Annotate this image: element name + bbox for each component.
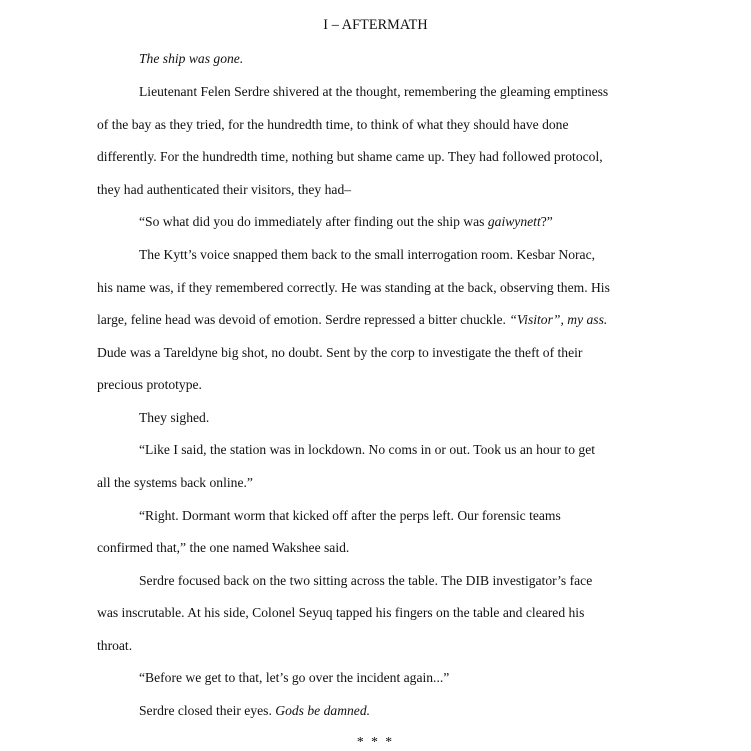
text-span: throat. xyxy=(97,638,133,653)
text-line xyxy=(139,50,243,68)
text-span: “So what did you do immediately after finding out the ship was xyxy=(139,214,488,229)
text-line xyxy=(97,539,349,557)
text-line xyxy=(97,474,253,492)
text-line xyxy=(97,604,584,622)
text-line xyxy=(97,148,603,166)
text-line xyxy=(139,246,595,264)
text-span: The Kytt’s voice snapped them back to the small interrogation room. Kesbar Norac, xyxy=(139,247,596,262)
text-line xyxy=(139,669,449,687)
text-span: The ship was gone. xyxy=(139,51,244,66)
text-line xyxy=(139,409,209,427)
text-span: ?” xyxy=(540,214,553,229)
text-line xyxy=(97,311,607,329)
text-span: Gods be damned. xyxy=(275,703,371,718)
text-span: “Like I said, the station was in lockdown. No coms in or out. Took us an hour to get xyxy=(139,442,596,457)
text-span: of the bay as they tried, for the hundredth time, to think of what they should have done xyxy=(97,117,569,132)
text-line xyxy=(139,702,370,720)
text-span: “Visitor”, my ass. xyxy=(509,312,608,327)
scene-break: * * * xyxy=(356,734,395,749)
text-line xyxy=(139,572,592,590)
text-span: “Before we get to that, let’s go over the incident again...” xyxy=(139,670,450,685)
text-span: large, feline head was devoid of emotion. Serdre repressed a bitter chuckle. xyxy=(97,312,510,327)
text-line xyxy=(139,507,561,525)
text-span: Dude was a Tareldyne big shot, no doubt. Sent by the corp to investigate the theft of their xyxy=(97,345,583,360)
text-line xyxy=(97,279,610,297)
text-line xyxy=(139,213,553,231)
text-span: was inscrutable. At his side, Colonel Seyuq tapped his fingers on the table and cleared his xyxy=(97,605,585,620)
text-line xyxy=(139,83,608,101)
text-span: confirmed that,” the one named Wakshee said. xyxy=(97,540,350,555)
text-line xyxy=(97,376,202,394)
text-span: They sighed. xyxy=(139,410,210,425)
text-span: differently. For the hundredth time, nothing but shame came up. They had followed protocol, xyxy=(97,149,603,164)
text-line xyxy=(97,637,132,655)
text-span: his name was, if they remembered correctly. He was standing at the back, observing them. His xyxy=(97,280,610,295)
text-span: Serdre focused back on the two sitting across the table. The DIB investigator’s face xyxy=(139,573,593,588)
text-line xyxy=(97,344,582,362)
text-span: they had authenticated their visitors, they had– xyxy=(97,182,352,197)
chapter-title: I – AFTERMATH xyxy=(323,17,428,33)
text-span: Serdre closed their eyes. xyxy=(139,703,276,718)
text-line xyxy=(139,441,595,459)
text-span: all the systems back online.” xyxy=(97,475,253,490)
text-line xyxy=(97,116,569,134)
text-span: “Right. Dormant worm that kicked off after the perps left. Our forensic teams xyxy=(139,508,561,523)
text-span: precious prototype. xyxy=(97,377,202,392)
text-span: gaiwynett xyxy=(487,214,541,229)
text-span: Lieutenant Felen Serdre shivered at the thought, remembering the gleaming emptiness xyxy=(139,84,609,99)
text-line xyxy=(97,181,351,199)
